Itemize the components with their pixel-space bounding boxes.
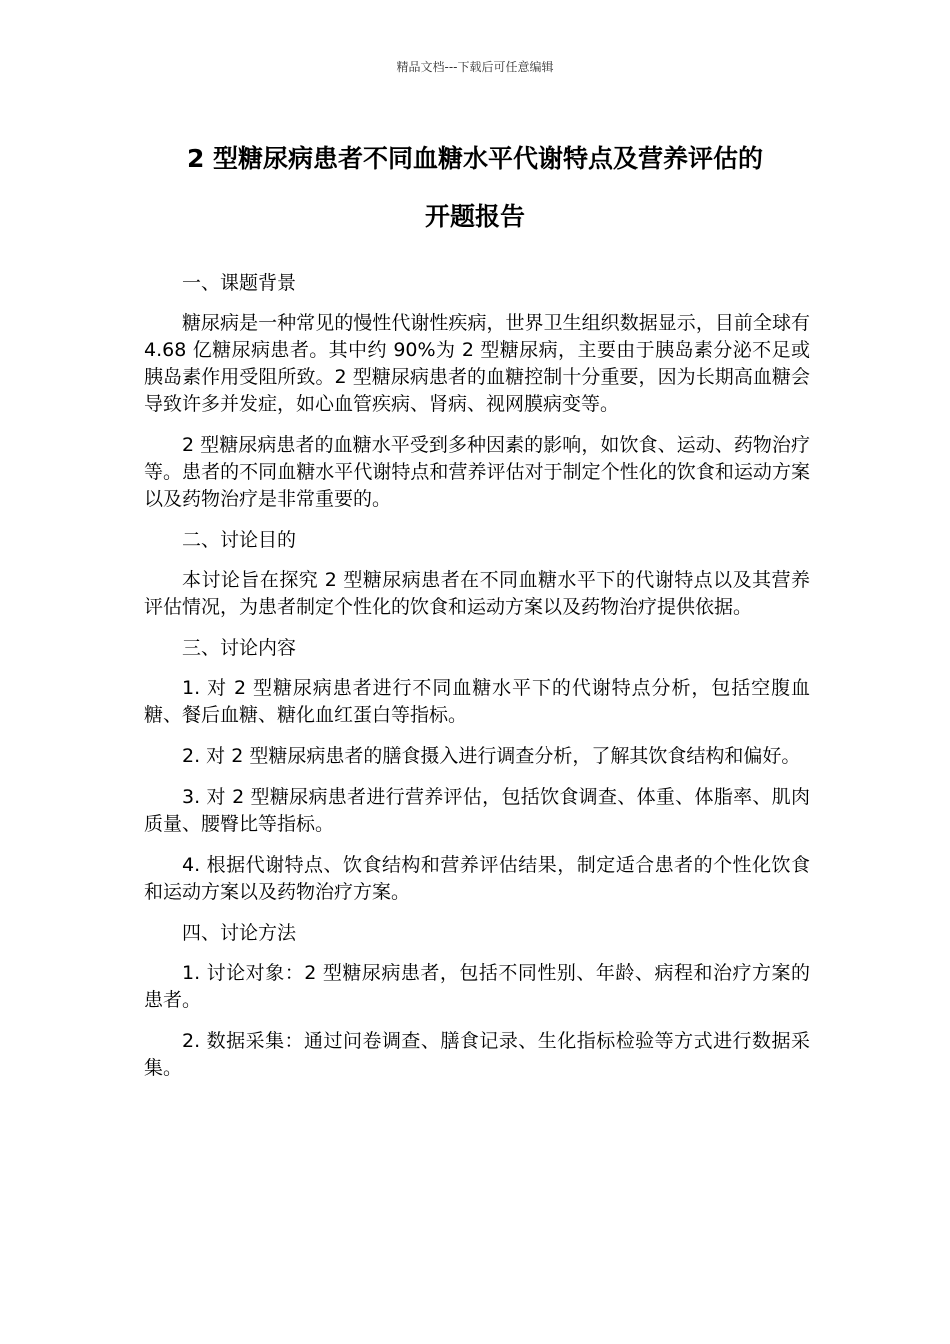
paragraph: 糖尿病是一种常见的慢性代谢性疾病，世界卫生组织数据显示，目前全球有 4.68 亿糖尿病患者。其中约 90%为 2 型糖尿病，主要由于胰岛素分泌不足或胰岛素作用受阻所致。2 型糖尿病患者的血糖控制十分重要，因为长期高血糖会导致许多并发症，如心血管疾病、肾病、视网膜病变等。 bbox=[144, 312, 810, 415]
document-body bbox=[144, 270, 810, 1096]
section-heading-content: 三、讨论内容 bbox=[182, 637, 297, 659]
document-title bbox=[120, 130, 830, 246]
list-item: 4. 根据代谢特点、饮食结构和营养评估结果，制定适合患者的个性化饮食和运动方案以及药物治疗方案。 bbox=[144, 854, 810, 903]
section-heading-purpose: 二、讨论目的 bbox=[182, 529, 297, 551]
section-heading-method: 四、讨论方法 bbox=[182, 922, 297, 944]
paragraph: 2 型糖尿病患者的血糖水平受到多种因素的影响，如饮食、运动、药物治疗等。患者的不同血糖水平代谢特点和营养评估对于制定个性化的饮食和运动方案以及药物治疗是非常重要的。 bbox=[144, 434, 810, 510]
list-item: 3. 对 2 型糖尿病患者进行营养评估，包括饮食调查、体重、体脂率、肌肉质量、腰臀比等指标。 bbox=[144, 786, 810, 835]
paragraph: 本讨论旨在探究 2 型糖尿病患者在不同血糖水平下的代谢特点以及其营养评估情况，为患者制定个性化的饮食和运动方案以及药物治疗提供依据。 bbox=[144, 569, 810, 618]
section-heading-background: 一、课题背景 bbox=[182, 272, 297, 294]
list-item: 1. 对 2 型糖尿病患者进行不同血糖水平下的代谢特点分析，包括空腹血糖、餐后血糖、糖化血红蛋白等指标。 bbox=[144, 677, 810, 726]
title-line-2: 开题报告 bbox=[424, 202, 525, 231]
header-note: 精品文档---下载后可任意编辑 bbox=[396, 60, 554, 74]
list-item: 1. 讨论对象：2 型糖尿病患者，包括不同性别、年龄、病程和治疗方案的患者。 bbox=[144, 962, 810, 1011]
list-item: 2. 数据采集：通过问卷调查、膳食记录、生化指标检验等方式进行数据采集。 bbox=[144, 1030, 810, 1079]
list-item: 2. 对 2 型糖尿病患者的膳食摄入进行调查分析，了解其饮食结构和偏好。 bbox=[182, 745, 801, 767]
title-line-1: 2 型糖尿病患者不同血糖水平代谢特点及营养评估的 bbox=[186, 144, 764, 173]
